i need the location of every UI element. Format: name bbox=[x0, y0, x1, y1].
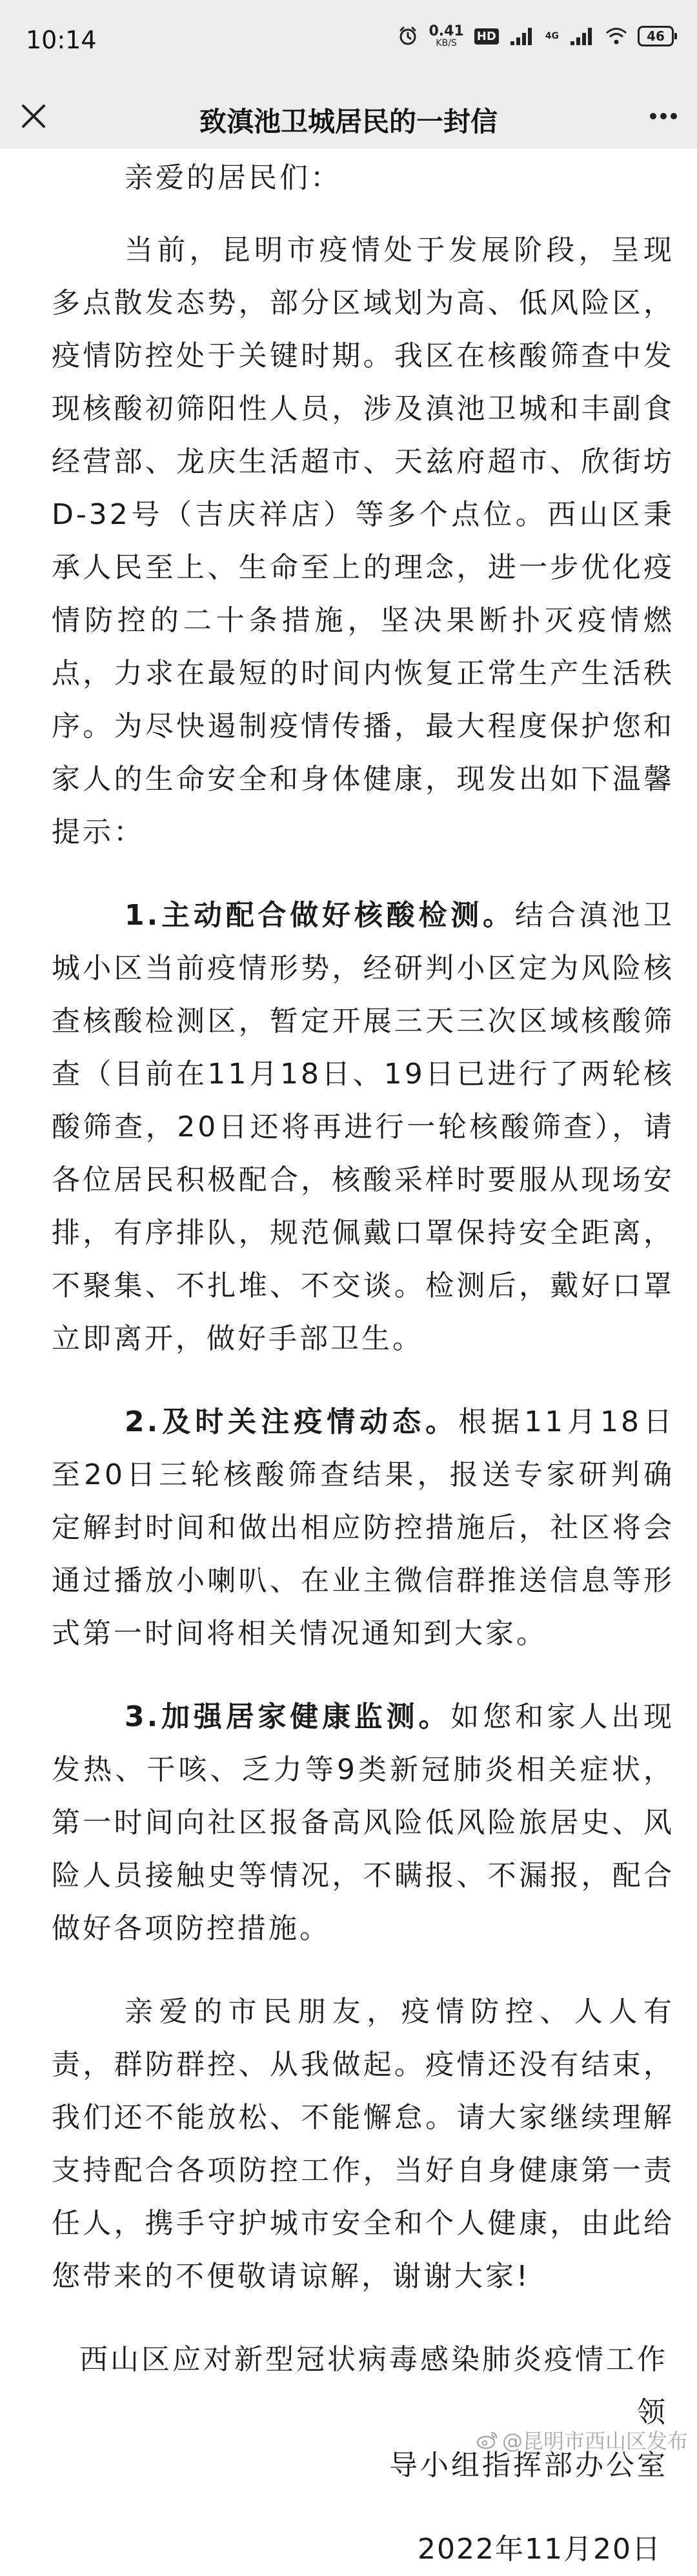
point-heading-2: 2.及时关注疫情动态。 bbox=[125, 1405, 459, 1438]
more-button[interactable] bbox=[643, 96, 684, 137]
salutation: 亲爱的居民们： bbox=[125, 161, 341, 194]
article-body bbox=[52, 148, 674, 2576]
intro-paragraph: 当前，昆明市疫情处于发展阶段，呈现多点散发态势，部分区域划为高、低风险区，疫情防控处于关键时期。我区在核酸筛查中发现核酸初筛阳性人员，涉及滇池卫城和丰副食经营部、龙庆生活超市、天兹府超市、欣街坊D-32号（吉庆祥店）等多个点位。西山区秉承人民至上、生命至上的理念，进一步优化疫情防控的二十条措施，坚决果断扑灭疫情燃点，力求在最短的时间内恢复正常生产生活秩序。为尽快遏制疫情传播，最大程度保护您和家人的生命安全和身体健康，现发出如下温馨提示： bbox=[52, 234, 674, 849]
point-heading-3: 3.加强居家健康监测。 bbox=[125, 1700, 451, 1733]
signature-line-2: 导小组指挥部办公室 bbox=[389, 2449, 668, 2482]
point-body-1: 结合滇池卫城小区当前疫情形势，经研判小区定为风险核查核酸检测区，暂定开展三天三次区域核酸筛查（目前在11月18日、19日已进行了两轮核酸筛查，20日还将再进行一轮核酸筛查），请各位居民积极配合，核酸采样时要服从现场安排，有序排队，规范佩戴口罩保持安全距离，不聚集、不扎堆、不交谈。检测后，戴好口罩立即离开，做好手部卫生。 bbox=[52, 899, 674, 1355]
watermark-text: @昆明市西山区发布 bbox=[501, 2429, 688, 2453]
point-heading-1: 1.主动配合做好核酸检测。 bbox=[125, 899, 515, 932]
wifi-icon bbox=[605, 26, 627, 46]
status-icons bbox=[398, 25, 674, 48]
signature bbox=[52, 2333, 674, 2492]
point-body-3: 如您和家人出现发热、干咳、乏力等9类新冠肺炎相关症状，第一时间向社区报备高风险低风险旅居史、风险人员接触史等情况，不瞒报、不漏报，配合做好各项防控措施。 bbox=[52, 1700, 674, 1945]
weibo-icon bbox=[476, 2430, 498, 2450]
more-icon bbox=[648, 111, 679, 121]
close-button[interactable] bbox=[13, 96, 54, 137]
net-speed-value: 0.41 bbox=[429, 23, 464, 39]
battery-indicator: 46 bbox=[638, 26, 674, 46]
alarm-icon bbox=[398, 26, 418, 46]
signal-icon bbox=[509, 26, 535, 46]
point-body-2: 根据11月18日至20日三轮核酸筛查结果，报送专家研判确定解封时间和做出相应防控措施后，社区将会通过播放小喇叭、在业主微信群推送信息等形式第一时间将相关情况通知到大家。 bbox=[52, 1405, 674, 1650]
closing-paragraph: 亲爱的市民朋友，疫情防控、人人有责，群防群控、从我做起。疫情还没有结束，我们还不能放松、不能懈怠。请大家继续理解支持配合各项防控工作，当好自身健康第一责任人，携手守护城市安全和个人健康，由此给您带来的不便敬请谅解，谢谢大家! bbox=[52, 1995, 674, 2293]
net-speed-unit: KB/S bbox=[436, 38, 457, 48]
page-title: 致滇池卫城居民的一封信 bbox=[199, 106, 498, 137]
watermark bbox=[476, 2425, 688, 2455]
point-paragraph-1 bbox=[52, 889, 674, 1365]
network-type-label: 4G bbox=[545, 31, 559, 41]
close-icon bbox=[19, 102, 48, 130]
point-paragraph-3 bbox=[52, 1691, 674, 1955]
net-speed bbox=[429, 25, 463, 48]
date: 2022年11月20日 bbox=[418, 2533, 662, 2566]
signature-line-1: 西山区应对新型冠状病毒感染肺炎疫情工作领 bbox=[79, 2343, 668, 2429]
point-paragraph-2 bbox=[52, 1396, 674, 1660]
nav-bar bbox=[0, 84, 697, 148]
hd-badge: HD bbox=[474, 28, 499, 45]
status-time: 10:14 bbox=[26, 26, 97, 54]
status-bar bbox=[0, 0, 697, 84]
signal-icon-secondary bbox=[569, 26, 595, 46]
